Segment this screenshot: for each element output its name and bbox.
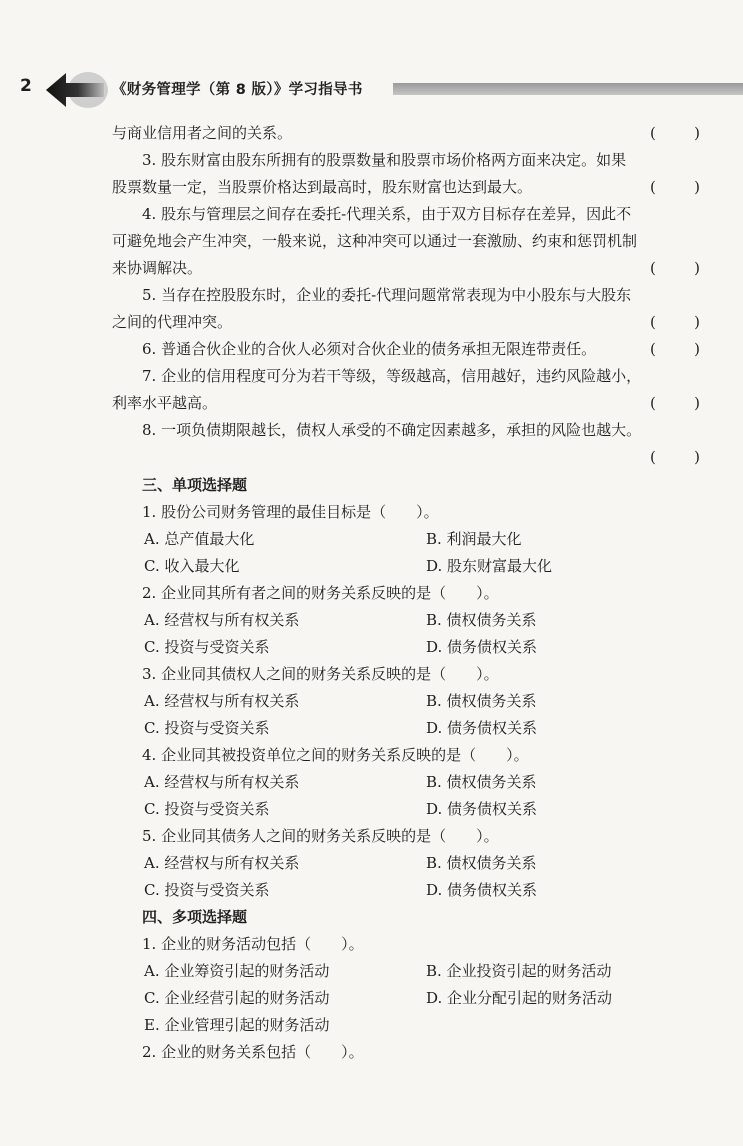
- option: C. 投资与受资关系: [144, 638, 270, 656]
- bracket-close: ): [694, 313, 700, 331]
- option: A. 总产值最大化: [144, 530, 255, 548]
- question-stem: 1. 股份公司财务管理的最佳目标是（ ）。: [142, 503, 439, 521]
- question-stem: 1. 企业的财务活动包括（ ）。: [142, 935, 364, 953]
- option: B. 企业投资引起的财务活动: [426, 962, 612, 980]
- question-stem: 2. 企业同其所有者之间的财务关系反映的是（ ）。: [142, 584, 499, 602]
- answer-bracket: [650, 174, 700, 201]
- option: B. 债权债务关系: [426, 611, 537, 629]
- option: D. 债务债权关系: [426, 638, 538, 656]
- option: B. 利润最大化: [426, 530, 522, 548]
- answer-bracket: [650, 120, 700, 147]
- option: B. 债权债务关系: [426, 773, 537, 791]
- option: C. 收入最大化: [144, 557, 240, 575]
- option: C. 投资与受资关系: [144, 719, 270, 737]
- option: A. 企业筹资引起的财务活动: [144, 962, 330, 980]
- bracket-open: (: [650, 259, 656, 277]
- question-stem: 5. 企业同其债务人之间的财务关系反映的是（ ）。: [142, 827, 499, 845]
- answer-bracket: [650, 390, 700, 417]
- section-heading: 四、多项选择题: [142, 908, 248, 926]
- option: D. 股东财富最大化: [426, 557, 553, 575]
- bracket-open: (: [650, 448, 656, 466]
- option: A. 经营权与所有权关系: [144, 773, 300, 791]
- answer-bracket: [650, 444, 700, 471]
- bracket-open: (: [650, 313, 656, 331]
- option: A. 经营权与所有权关系: [144, 692, 300, 710]
- bracket-open: (: [650, 394, 656, 412]
- true-false-item-line: 5. 当存在控股股东时，企业的委托-代理问题常常表现为中小股东与大股东: [142, 286, 632, 304]
- option: B. 债权债务关系: [426, 692, 537, 710]
- bracket-open: (: [650, 340, 656, 358]
- answer-bracket: [650, 255, 700, 282]
- question-stem: 2. 企业的财务关系包括（ ）。: [142, 1043, 364, 1061]
- true-false-item-line: 7. 企业的信用程度可分为若干等级，等级越高，信用越好，违约风险越小，: [142, 367, 642, 385]
- section-heading: 三、单项选择题: [142, 476, 248, 494]
- book-title: 《财务管理学（第 8 版）》学习指导书: [112, 82, 363, 98]
- bracket-open: (: [650, 124, 656, 142]
- bracket-close: ): [694, 340, 700, 358]
- option: C. 企业经营引起的财务活动: [144, 989, 330, 1007]
- true-false-item-line: 利率水平越高。: [112, 394, 218, 412]
- page-header: [0, 70, 743, 110]
- question-stem: 4. 企业同其被投资单位之间的财务关系反映的是（ ）。: [142, 746, 529, 764]
- continuation-line: 与商业信用者之间的关系。: [112, 124, 293, 142]
- question-stem: 3. 企业同其债权人之间的财务关系反映的是（ ）。: [142, 665, 499, 683]
- true-false-item-line: 来协调解决。: [112, 259, 203, 277]
- option: C. 投资与受资关系: [144, 881, 270, 899]
- arrow-left-icon: [44, 70, 108, 110]
- option: C. 投资与受资关系: [144, 800, 270, 818]
- option: D. 债务债权关系: [426, 719, 538, 737]
- bracket-close: ): [694, 124, 700, 142]
- bracket-close: ): [694, 394, 700, 412]
- true-false-item-line: 6. 普通合伙企业的合伙人必须对合伙企业的债务承担无限连带责任。: [142, 340, 597, 358]
- true-false-item-line: 之间的代理冲突。: [112, 313, 233, 331]
- bracket-close: ): [694, 259, 700, 277]
- true-false-item-line: 4. 股东与管理层之间存在委托-代理关系，由于双方目标存在差异，因此不: [142, 205, 632, 223]
- option: A. 经营权与所有权关系: [144, 611, 300, 629]
- true-false-item-line: 3. 股东财富由股东所拥有的股票数量和股票市场价格两方面来决定。如果: [142, 151, 627, 169]
- option: B. 债权债务关系: [426, 854, 537, 872]
- true-false-item-line: 可避免地会产生冲突，一般来说，这种冲突可以通过一套激励、约束和惩罚机制: [112, 232, 638, 250]
- option: E. 企业管理引起的财务活动: [144, 1016, 330, 1034]
- option: D. 企业分配引起的财务活动: [426, 989, 613, 1007]
- bracket-close: ): [694, 448, 700, 466]
- bracket-open: (: [650, 178, 656, 196]
- page-number: 2: [20, 76, 32, 96]
- answer-bracket: [650, 336, 700, 363]
- true-false-item-line: 8. 一项负债期限越长，债权人承受的不确定因素越多，承担的风险也越大。: [142, 421, 642, 439]
- answer-bracket: [650, 309, 700, 336]
- bracket-close: ): [694, 178, 700, 196]
- option: D. 债务债权关系: [426, 881, 538, 899]
- option: D. 债务债权关系: [426, 800, 538, 818]
- header-bar: [393, 83, 743, 95]
- true-false-item-line: 股票数量一定，当股票价格达到最高时，股东财富也达到最大。: [112, 178, 533, 196]
- option: A. 经营权与所有权关系: [144, 854, 300, 872]
